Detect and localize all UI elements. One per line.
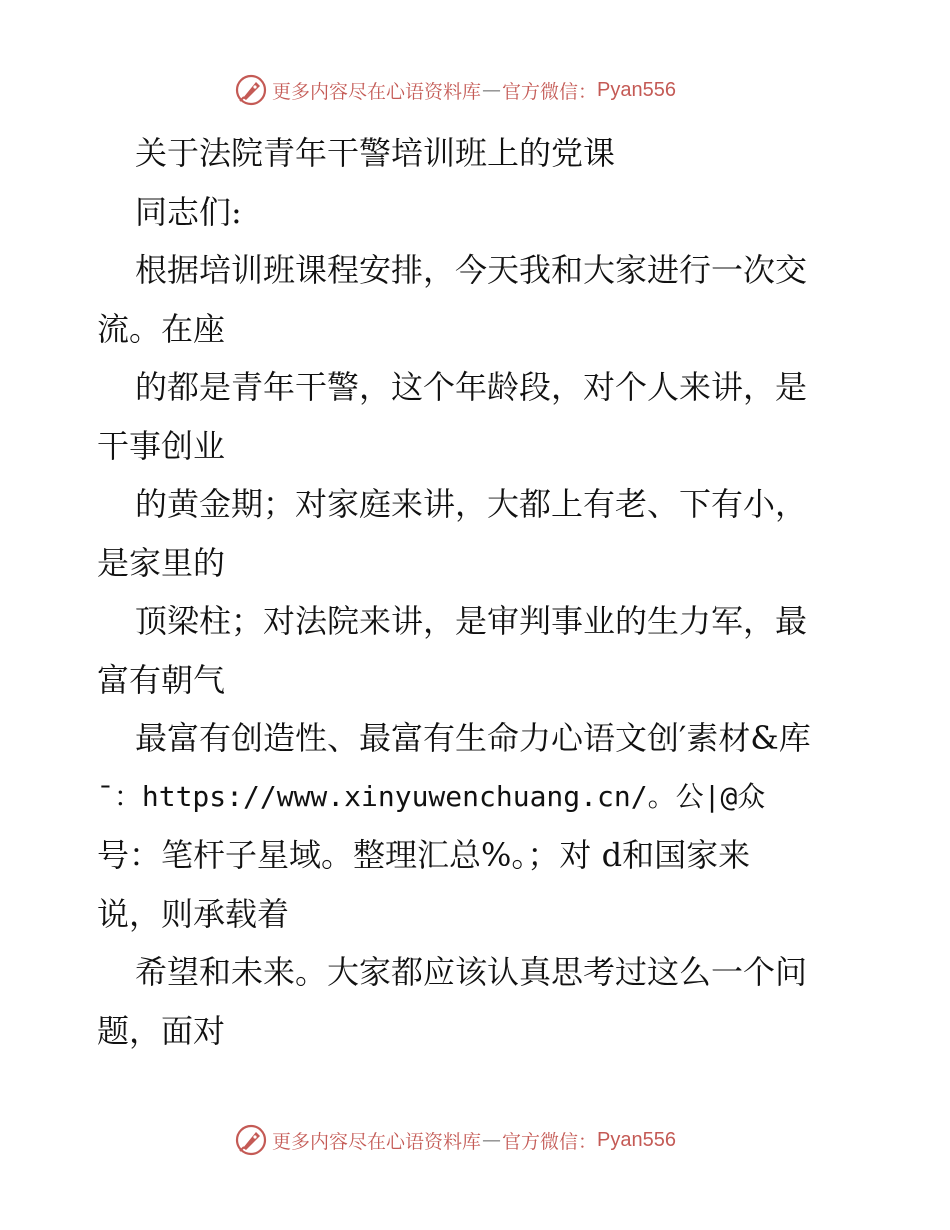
header-banner [234, 70, 676, 110]
paragraph-line: 流。在座 [97, 309, 226, 348]
paragraph-line: 的黄金期；对家庭来讲，大都上有老、下有小， [135, 485, 808, 523]
salutation: 同志们: [135, 192, 242, 231]
banner-wechat-id: Pyan556 [597, 78, 676, 101]
document-body [97, 124, 857, 1060]
banner-text: 更多内容尽在心语资料库 [272, 1130, 482, 1153]
banner-dash: — [482, 1129, 502, 1151]
paragraph-line: 题，面对 [97, 1011, 226, 1050]
paragraph-line: 是家里的 [97, 543, 226, 582]
paragraph-line: 干事创业 [97, 426, 226, 465]
banner-text: 更多内容尽在心语资料库 [272, 80, 482, 103]
banner-wechat-label: 官方微信： [502, 1130, 598, 1153]
paragraph-line: 的都是青年干警，这个年龄段，对个人来讲，是 [135, 368, 808, 406]
banner-wechat-label: 官方微信： [502, 80, 598, 103]
paragraph-line: 号：笔杆子星域。整理汇总%。；对 d和国家来 [97, 836, 751, 874]
banner-dash: — [482, 79, 502, 101]
paragraph-line: 希望和未来。大家都应该认真思考过这么一个问 [135, 953, 808, 991]
pen-nib-logo-icon [234, 73, 268, 107]
paragraph-line: 根据培训班课程安排，今天我和大家进行一次交 [135, 251, 808, 289]
document-title: 关于法院青年干警培训班上的党课 [135, 134, 616, 172]
banner-wechat-id: Pyan556 [597, 1128, 676, 1151]
paragraph-line: 最富有创造性、最富有生命力心语文创′素材&库 [135, 719, 811, 757]
paragraph-line: 说，则承载着 [97, 894, 290, 933]
watermark-url-line: ¯：https://www.xinyuwenchuang.cn/。公|@众 [97, 779, 766, 813]
paragraph-line: 富有朝气 [97, 660, 226, 699]
pen-nib-logo-icon [234, 1123, 268, 1157]
paragraph-line: 顶梁柱；对法院来讲，是审判事业的生力军，最 [135, 602, 808, 640]
footer-banner [234, 1120, 676, 1160]
